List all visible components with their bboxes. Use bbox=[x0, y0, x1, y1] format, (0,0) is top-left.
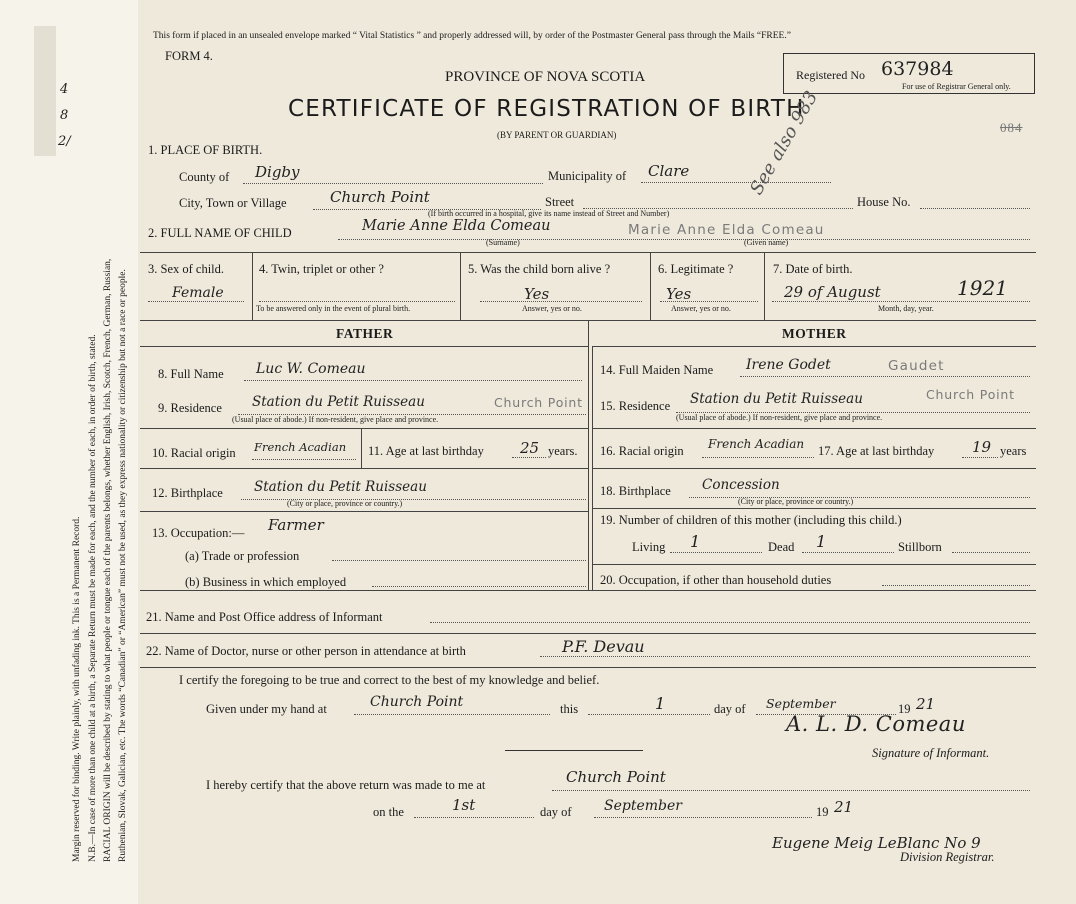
surname-note: (Surname) bbox=[486, 238, 520, 247]
registrar-year-value: 21 bbox=[834, 798, 854, 816]
division-registrar-label: Division Registrar. bbox=[900, 850, 995, 864]
mother-heading: MOTHER bbox=[782, 326, 847, 341]
father-race-value: French Acadian bbox=[254, 440, 347, 454]
mother-birthplace-note: (City or place, province or country.) bbox=[738, 497, 854, 506]
child-name-label: 2. FULL NAME OF CHILD bbox=[148, 226, 292, 240]
dob-year: 1921 bbox=[957, 276, 1008, 300]
father-name-label: 8. Full Name bbox=[158, 367, 224, 381]
day-of-label: day of bbox=[714, 702, 746, 716]
dob-note: Month, day, year. bbox=[878, 304, 934, 313]
informant-signature-label: Signature of Informant. bbox=[872, 746, 990, 760]
certify-text: I certify the foregoing to be true and correct to the best of my knowledge and belief. bbox=[179, 673, 600, 687]
stillborn-label: Stillborn bbox=[898, 540, 942, 554]
sex-value: Female bbox=[172, 285, 224, 301]
father-birthplace-note: (City or place, province or country.) bbox=[287, 499, 403, 508]
mother-residence-note: (Usual place of abode.) If non-resident, give place and province. bbox=[676, 413, 883, 422]
certificate-subtitle: (BY PARENT OR GUARDIAN) bbox=[497, 130, 617, 140]
mother-age-years: years bbox=[1000, 444, 1027, 458]
father-trade-label: (a) Trade or profession bbox=[185, 549, 300, 563]
registrar-day-of-label: day of bbox=[540, 805, 572, 819]
living-value: 1 bbox=[690, 532, 701, 551]
county-label: County of bbox=[179, 170, 230, 184]
margin-mark: 4 bbox=[60, 82, 69, 97]
mother-race-value: French Acadian bbox=[708, 437, 805, 451]
mother-name-value: Irene Godet bbox=[746, 357, 831, 373]
father-age-value: 25 bbox=[520, 439, 540, 457]
margin-note-racial-cont: Ruthenian, Slovak, Galician, etc. The words “Canadian” or “American” must not be used, as they express nationality or citizenship but not a race or people. bbox=[118, 269, 128, 862]
mother-residence-value: Station du Petit Ruisseau bbox=[690, 391, 863, 407]
mother-name-label: 14. Full Maiden Name bbox=[600, 363, 714, 377]
mail-notice: This form if placed in an unsealed envelope marked “ Vital Statistics ” and properly addressed will, by order of the Postmaster General pass through the Mails “FREE.” bbox=[153, 31, 791, 41]
city-value: Church Point bbox=[330, 188, 430, 206]
mother-residence-label: 15. Residence bbox=[600, 399, 671, 413]
given-name-note: (Given name) bbox=[744, 238, 789, 247]
registrar-year-prefix: 19 bbox=[816, 805, 829, 819]
father-race-label: 10. Racial origin bbox=[152, 446, 236, 460]
mother-occupation-label: 20. Occupation, if other than household duties bbox=[600, 573, 832, 587]
father-birthplace-value: Station du Petit Ruisseau bbox=[254, 479, 427, 495]
certify-day-value: 1 bbox=[655, 694, 666, 713]
on-the-label: on the bbox=[373, 805, 404, 819]
registrar-use-note: For use of Registrar General only. bbox=[902, 82, 1011, 91]
mother-children-label: 19. Number of children of this mother (including this child.) bbox=[600, 513, 902, 527]
legitimate-value: Yes bbox=[666, 285, 692, 303]
father-name-value: Luc W. Comeau bbox=[256, 361, 366, 377]
registrar-signature: Eugene Meig LeBlanc No 9 bbox=[772, 834, 981, 852]
legitimate-label: 6. Legitimate ? bbox=[658, 262, 734, 276]
father-residence-value: Station du Petit Ruisseau bbox=[252, 394, 425, 410]
place-of-birth-heading: 1. PLACE OF BIRTH. bbox=[148, 143, 263, 157]
father-age-years: years. bbox=[548, 444, 578, 458]
child-name-value: Marie Anne Elda Comeau bbox=[362, 218, 551, 234]
registrar-place-value: Church Point bbox=[566, 768, 666, 786]
father-occupation-value: Farmer bbox=[268, 516, 324, 534]
county-value: Digby bbox=[255, 163, 300, 181]
municipality-label: Municipality of bbox=[548, 169, 627, 183]
alive-note: Answer, yes or no. bbox=[522, 304, 582, 313]
see-also-note: See also 983 bbox=[746, 87, 823, 199]
doctor-label: 22. Name of Doctor, nurse or other person in attendance at birth bbox=[146, 644, 466, 658]
dob-value: 29 of August bbox=[784, 283, 881, 301]
twin-note: To be answered only in the event of plural birth. bbox=[256, 304, 411, 313]
mother-residence-typed: Church Point bbox=[926, 387, 1015, 402]
hospital-note: (If birth occurred in a hospital, give its name instead of Street and Number) bbox=[428, 209, 670, 218]
dob-label: 7. Date of birth. bbox=[773, 262, 853, 276]
mother-age-label: 17. Age at last birthday bbox=[818, 444, 935, 458]
mother-race-label: 16. Racial origin bbox=[600, 444, 684, 458]
father-heading: FATHER bbox=[336, 326, 394, 341]
street-label: Street bbox=[545, 195, 575, 209]
living-label: Living bbox=[632, 540, 666, 554]
registered-number: 637984 bbox=[881, 58, 954, 80]
registrar-certify-text: I hereby certify that the above return was made to me at bbox=[206, 778, 486, 792]
informant-signature: A. L. D. Comeau bbox=[786, 712, 966, 736]
dead-label: Dead bbox=[768, 540, 795, 554]
margin-note-binding: Margin reserved for binding. Write plainly, with unfading ink. This is a Permanent Record. bbox=[72, 516, 82, 862]
binding-margin bbox=[0, 0, 138, 904]
alive-label: 5. Was the child born alive ? bbox=[468, 262, 611, 276]
mother-birthplace-value: Concession bbox=[702, 477, 780, 493]
certify-year-value: 21 bbox=[916, 695, 936, 713]
municipality-value: Clare bbox=[648, 162, 690, 180]
informant-label: 21. Name and Post Office address of Informant bbox=[146, 610, 383, 624]
mother-age-value: 19 bbox=[972, 438, 992, 456]
registered-label: Registered No bbox=[796, 68, 865, 82]
sex-label: 3. Sex of child. bbox=[148, 262, 225, 276]
father-business-label: (b) Business in which employed bbox=[185, 575, 347, 589]
province-heading: PROVINCE OF NOVA SCOTIA bbox=[445, 69, 646, 85]
father-birthplace-label: 12. Birthplace bbox=[152, 486, 223, 500]
mother-name-typed: Gaudet bbox=[888, 358, 945, 374]
certify-month-value: September bbox=[766, 696, 836, 711]
mother-birthplace-label: 18. Birthplace bbox=[600, 484, 671, 498]
house-no-label: House No. bbox=[857, 195, 911, 209]
city-label: City, Town or Village bbox=[179, 196, 287, 210]
registered-number-box bbox=[783, 53, 1035, 94]
registrar-month-value: September bbox=[604, 798, 682, 814]
margin-note-racial: RACIAL ORIGIN will be described by stating to what people or tongue each of the parents belongs, whether English, Irish, Scotch, French, German, Russian, bbox=[103, 258, 113, 862]
margin-mark: 2/ bbox=[58, 134, 71, 149]
certify-year-prefix: 19 bbox=[898, 702, 911, 716]
margin-note-nb: N.B.—In case of more than one child at a birth, a Separate Return must be made for each, and the number of each, in order of birth, stated. bbox=[88, 334, 98, 862]
father-age-label: 11. Age at last birthday bbox=[368, 444, 484, 458]
given-under-label: Given under my hand at bbox=[206, 702, 327, 716]
doctor-value: P.F. Devau bbox=[562, 637, 645, 656]
alive-value: Yes bbox=[524, 285, 550, 303]
this-label: this bbox=[560, 702, 579, 716]
father-residence-label: 9. Residence bbox=[158, 401, 222, 415]
father-residence-typed: Church Point bbox=[494, 395, 583, 410]
father-residence-note: (Usual place of abode.) If non-resident, give place and province. bbox=[232, 415, 439, 424]
given-place-value: Church Point bbox=[370, 694, 464, 710]
form-number: FORM 4. bbox=[165, 49, 213, 63]
father-occupation-label: 13. Occupation:— bbox=[152, 526, 245, 540]
dead-value: 1 bbox=[816, 532, 827, 551]
paper-strip bbox=[34, 26, 56, 156]
margin-mark: 8 bbox=[60, 108, 69, 123]
child-name-typed: Marie Anne Elda Comeau bbox=[628, 222, 825, 238]
registrar-day-value: 1st bbox=[452, 796, 476, 814]
certificate-title: CERTIFICATE OF REGISTRATION OF BIRTH bbox=[288, 96, 805, 122]
twin-label: 4. Twin, triplet or other ? bbox=[259, 262, 384, 276]
corner-code: 084 bbox=[1000, 120, 1023, 135]
legitimate-note: Answer, yes or no. bbox=[671, 304, 731, 313]
